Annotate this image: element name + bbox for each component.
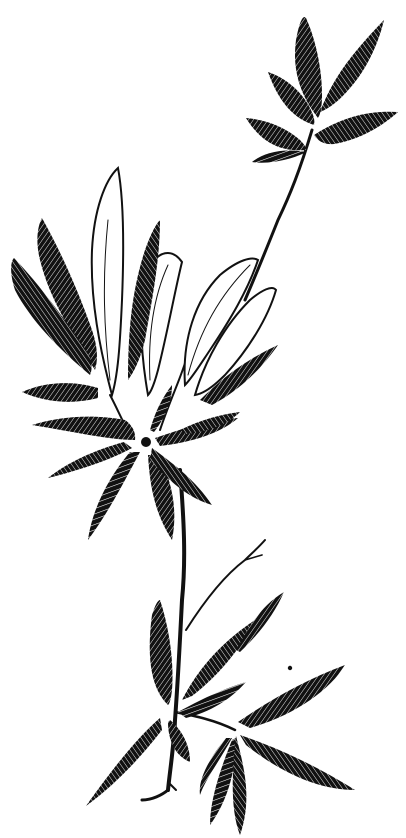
leaf	[22, 383, 98, 402]
leaf	[314, 112, 398, 144]
leaf	[233, 736, 247, 835]
upper-rosette	[11, 168, 278, 405]
leaf	[320, 20, 384, 112]
leaf	[240, 735, 355, 790]
leaf	[182, 620, 255, 700]
leaf	[178, 682, 246, 718]
lower-leaf-cluster	[86, 592, 355, 835]
ink-speck	[288, 666, 292, 670]
top-leaf-cluster	[246, 17, 398, 163]
leaf	[150, 600, 173, 705]
leaf	[86, 718, 162, 806]
leaf	[238, 665, 345, 728]
leaf	[236, 592, 284, 652]
leaf	[88, 452, 140, 540]
leaf	[252, 150, 306, 162]
leaf	[32, 417, 135, 440]
central-whorl	[32, 385, 240, 540]
leaf	[246, 118, 306, 150]
